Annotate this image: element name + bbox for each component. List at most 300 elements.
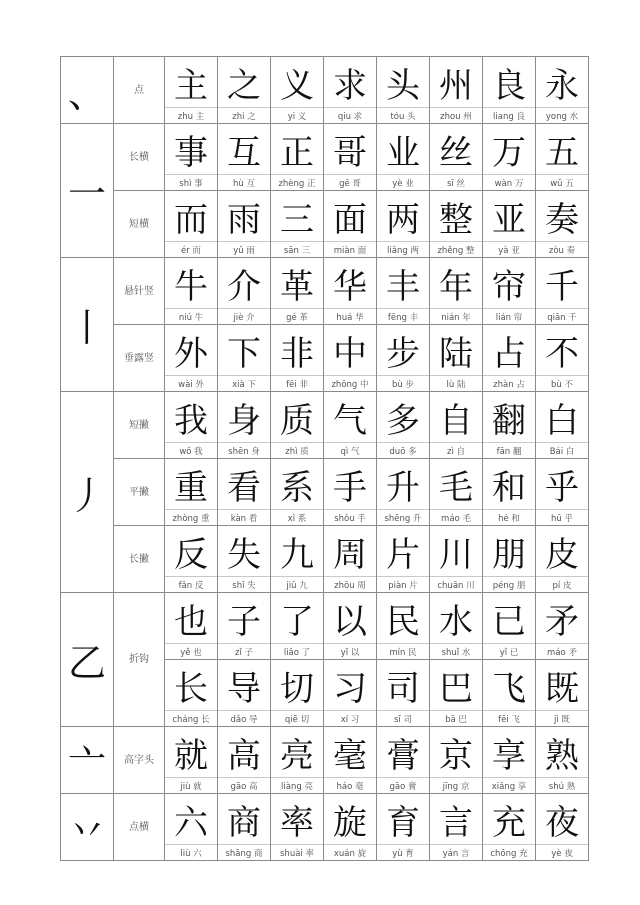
pinyin-label: yè 夜 [551,848,573,859]
pinyin-label: yǐ 以 [340,647,360,658]
pinyin-label: sī 丝 [447,178,465,189]
example-character: 乎 [536,459,588,510]
pinyin-label: fǎn 反 [178,580,204,591]
pinyin-label: bù 步 [392,379,414,390]
pinyin-label: yè 业 [392,178,414,189]
stroke-symbol: 、 [61,57,114,124]
example-char-cell [165,191,218,258]
example-char-cell [430,124,483,191]
pinyin-label: wǒ 我 [179,446,203,457]
example-char-cell [218,459,271,526]
stroke-row [61,325,589,392]
pinyin-label: fēi 飞 [498,714,520,725]
example-char-cell [536,794,589,861]
pinyin-label: liang 良 [493,111,525,122]
pinyin-label: liǎo 了 [283,647,311,658]
example-char-cell [377,593,430,660]
example-char-cell [430,325,483,392]
example-character: 司 [377,660,429,711]
pinyin-label: zhěng 整 [437,245,475,256]
pinyin-label: sān 三 [283,245,311,256]
example-character: 失 [218,526,270,577]
example-char-cell [218,593,271,660]
example-char-cell [271,124,324,191]
pinyin-label: zhàn 占 [493,379,525,390]
example-character: 占 [483,325,535,376]
pinyin-label: ér 而 [181,245,201,256]
example-character: 已 [483,593,535,644]
example-character: 言 [430,794,482,845]
example-character: 重 [165,459,217,510]
example-character: 亚 [483,191,535,242]
example-char-cell [271,325,324,392]
stroke-name: 点横 [114,794,165,861]
example-char-cell [377,727,430,794]
example-character: 年 [430,258,482,309]
example-char-cell [483,392,536,459]
pinyin-label: tóu 头 [390,111,416,122]
example-character: 头 [377,57,429,108]
example-character: 子 [218,593,270,644]
example-char-cell [377,526,430,593]
example-character: 牛 [165,258,217,309]
pinyin-label: jiǔ 九 [286,580,308,591]
example-character: 皮 [536,526,588,577]
example-character: 膏 [377,727,429,778]
pinyin-label: sī 司 [394,714,412,725]
pinyin-label: xí 习 [340,714,360,725]
example-character: 和 [483,459,535,510]
example-char-cell [324,258,377,325]
pinyin-label: yě 也 [180,647,202,658]
example-char-cell [536,258,589,325]
pinyin-label: wài 外 [178,379,204,390]
example-character: 切 [271,660,323,711]
example-character: 身 [218,392,270,443]
example-char-cell [324,593,377,660]
pinyin-label: jīng 京 [442,781,470,792]
example-char-cell [165,258,218,325]
pinyin-label: jì 既 [554,714,570,725]
pinyin-label: liù 六 [180,848,202,859]
example-character: 丰 [377,258,429,309]
example-character: 了 [271,593,323,644]
example-character: 步 [377,325,429,376]
pinyin-label: shī 失 [232,580,256,591]
example-character: 片 [377,526,429,577]
example-char-cell [377,325,430,392]
example-character: 中 [324,325,376,376]
example-char-cell [483,258,536,325]
example-char-cell [271,660,324,727]
pinyin-label: mín 民 [389,647,417,658]
stroke-name: 短横 [114,191,165,258]
pinyin-label: cháng 长 [172,714,210,725]
pinyin-label: zǐ 子 [234,647,254,658]
stroke-row [61,124,589,191]
example-character: 万 [483,124,535,175]
example-character: 永 [536,57,588,108]
example-char-cell [536,459,589,526]
example-char-cell [377,258,430,325]
example-char-cell [430,392,483,459]
example-character: 毛 [430,459,482,510]
example-char-cell [165,325,218,392]
example-char-cell [271,727,324,794]
pinyin-label: liǎng 两 [387,245,419,256]
pinyin-label: wǔ 五 [550,178,574,189]
example-character: 陆 [430,325,482,376]
example-character: 义 [271,57,323,108]
example-character: 求 [324,57,376,108]
example-character: 升 [377,459,429,510]
pinyin-label: yǐ 已 [499,647,519,658]
example-char-cell [271,57,324,124]
stroke-row [61,727,589,794]
example-character: 翻 [483,392,535,443]
pinyin-label: miàn 面 [333,245,367,256]
example-character: 就 [165,727,217,778]
example-character: 旋 [324,794,376,845]
pinyin-label: gē 哥 [339,178,361,189]
pinyin-label: hū 乎 [551,513,573,524]
stroke-symbol: 一 [61,124,114,258]
example-character: 非 [271,325,323,376]
example-char-cell [377,459,430,526]
example-character: 下 [218,325,270,376]
example-char-cell [536,660,589,727]
stroke-row [61,191,589,258]
example-char-cell [165,57,218,124]
example-character: 反 [165,526,217,577]
pinyin-label: zhi 之 [232,111,256,122]
pinyin-label: yǔ 雨 [233,245,255,256]
example-char-cell [218,258,271,325]
example-character: 自 [430,392,482,443]
example-char-cell [377,124,430,191]
example-character: 丝 [430,124,482,175]
pinyin-label: péng 朋 [492,580,526,591]
pinyin-label: gāo 高 [230,781,258,792]
pinyin-label: pí 皮 [552,580,572,591]
example-char-cell [218,191,271,258]
pinyin-label: zòu 奏 [548,245,576,256]
example-character: 以 [324,593,376,644]
pinyin-label: zhu 主 [177,111,205,122]
example-character: 民 [377,593,429,644]
example-char-cell [536,526,589,593]
example-char-cell [218,727,271,794]
example-character: 面 [324,191,376,242]
pinyin-label: qiē 切 [284,714,310,725]
example-char-cell [271,526,324,593]
example-character: 高 [218,727,270,778]
pinyin-label: shēn 身 [228,446,260,457]
example-character: 京 [430,727,482,778]
example-character: 雨 [218,191,270,242]
example-char-cell [377,392,430,459]
pinyin-label: shēng 升 [384,513,422,524]
example-character: 朋 [483,526,535,577]
stroke-row [61,459,589,526]
pinyin-label: lián 帘 [495,312,523,323]
example-char-cell [483,794,536,861]
example-char-cell [483,660,536,727]
example-character: 导 [218,660,270,711]
example-char-cell [165,392,218,459]
stroke-row [61,57,589,124]
example-character: 夜 [536,794,588,845]
example-char-cell [430,258,483,325]
stroke-name: 平撇 [114,459,165,526]
example-character: 主 [165,57,217,108]
example-char-cell [430,794,483,861]
example-char-cell [430,660,483,727]
example-char-cell [377,57,430,124]
example-char-cell [324,325,377,392]
example-character: 手 [324,459,376,510]
example-character: 熟 [536,727,588,778]
example-character: 飞 [483,660,535,711]
example-character: 帘 [483,258,535,309]
example-character: 州 [430,57,482,108]
example-character: 我 [165,392,217,443]
stroke-row [61,258,589,325]
pinyin-label: nián 年 [441,312,471,323]
example-char-cell [165,660,218,727]
pinyin-label: zhèng 正 [278,178,316,189]
example-character: 周 [324,526,376,577]
pinyin-label: Bái 白 [549,446,575,457]
pinyin-label: shuǐ 水 [441,647,471,658]
example-char-cell [430,459,483,526]
example-char-cell [165,459,218,526]
example-character: 哥 [324,124,376,175]
pinyin-label: hù 互 [233,178,255,189]
example-char-cell [271,258,324,325]
pinyin-label: yà 亚 [498,245,520,256]
example-character: 既 [536,660,588,711]
example-char-cell [377,660,430,727]
example-character: 质 [271,392,323,443]
example-char-cell [483,191,536,258]
example-character: 整 [430,191,482,242]
example-character: 千 [536,258,588,309]
example-char-cell [324,526,377,593]
example-char-cell [218,392,271,459]
example-char-cell [483,124,536,191]
example-char-cell [324,57,377,124]
example-character: 白 [536,392,588,443]
pinyin-label: qiu 求 [337,111,363,122]
example-char-cell [483,593,536,660]
pinyin-label: fēi 非 [286,379,308,390]
stroke-name: 长撇 [114,526,165,593]
example-char-cell [324,459,377,526]
pinyin-label: wàn 万 [494,178,524,189]
example-char-cell [271,392,324,459]
example-char-cell [165,526,218,593]
pinyin-label: bù 不 [551,379,573,390]
example-char-cell [536,727,589,794]
example-character: 亮 [271,727,323,778]
example-character: 巴 [430,660,482,711]
example-char-cell [483,325,536,392]
example-char-cell [324,660,377,727]
pinyin-label: zhòng 重 [172,513,210,524]
pinyin-label: yán 言 [442,848,470,859]
pinyin-label: jiù 就 [180,781,202,792]
pinyin-label: máo 矛 [547,647,577,658]
pinyin-label: chuān 川 [437,580,475,591]
pinyin-label: hé 和 [498,513,520,524]
pinyin-label: máo 毛 [441,513,471,524]
example-char-cell [324,392,377,459]
example-char-cell [218,794,271,861]
pinyin-label: gé 革 [286,312,308,323]
example-char-cell [430,727,483,794]
example-character: 六 [165,794,217,845]
example-character: 而 [165,191,217,242]
example-char-cell [536,593,589,660]
example-character: 也 [165,593,217,644]
pinyin-label: huá 华 [336,312,364,323]
example-character: 业 [377,124,429,175]
example-character: 矛 [536,593,588,644]
example-char-cell [536,392,589,459]
example-character: 水 [430,593,482,644]
pinyin-label: kàn 看 [230,513,258,524]
pinyin-label: bā 巴 [445,714,467,725]
pinyin-label: jiè 介 [233,312,255,323]
example-char-cell [377,794,430,861]
example-character: 育 [377,794,429,845]
pinyin-label: qiān 千 [547,312,577,323]
pinyin-label: yong 水 [545,111,579,122]
stroke-row [61,794,589,861]
pinyin-label: gāo 膏 [389,781,417,792]
example-character: 华 [324,258,376,309]
pinyin-label: shuài 率 [280,848,314,859]
example-character: 不 [536,325,588,376]
example-char-cell [218,526,271,593]
example-character: 介 [218,258,270,309]
stroke-row [61,392,589,459]
stroke-symbol: 亠 [61,727,114,794]
pinyin-label: xì 系 [287,513,307,524]
example-char-cell [165,593,218,660]
stroke-practice-table [60,56,589,861]
example-char-cell [218,124,271,191]
pinyin-label: zì 自 [446,446,466,457]
example-character: 率 [271,794,323,845]
example-char-cell [536,124,589,191]
example-character: 外 [165,325,217,376]
example-char-cell [218,57,271,124]
example-character: 习 [324,660,376,711]
pinyin-label: dǎo 导 [230,714,258,725]
example-char-cell [271,191,324,258]
pinyin-label: shǒu 手 [334,513,366,524]
example-char-cell [536,191,589,258]
example-character: 长 [165,660,217,711]
stroke-symbol: 乙 [61,593,114,727]
example-character: 看 [218,459,270,510]
example-character: 商 [218,794,270,845]
example-char-cell [324,191,377,258]
pinyin-label: xuán 旋 [333,848,367,859]
example-character: 奏 [536,191,588,242]
example-char-cell [271,794,324,861]
pinyin-label: zhōu 周 [334,580,366,591]
example-char-cell [165,124,218,191]
pinyin-label: fēng 丰 [387,312,419,323]
example-character: 毫 [324,727,376,778]
example-char-cell [165,794,218,861]
stroke-symbol: 丨 [61,258,114,392]
pinyin-label: duō 多 [389,446,417,457]
pinyin-label: shāng 商 [225,848,263,859]
stroke-name: 长横 [114,124,165,191]
stroke-symbol: 丷 [61,794,114,861]
pinyin-label: zhōng 中 [331,379,369,390]
example-character: 川 [430,526,482,577]
stroke-row [61,593,589,660]
pinyin-label: zhì 质 [285,446,309,457]
stroke-name: 点 [114,57,165,124]
example-character: 互 [218,124,270,175]
stroke-name: 折钩 [114,593,165,727]
example-char-cell [271,459,324,526]
example-character: 三 [271,191,323,242]
example-char-cell [536,57,589,124]
stroke-name: 悬针竖 [114,258,165,325]
example-char-cell [218,325,271,392]
pinyin-label: liàng 亮 [281,781,313,792]
pinyin-label: lù 陆 [446,379,466,390]
example-char-cell [324,727,377,794]
example-character: 充 [483,794,535,845]
example-character: 革 [271,258,323,309]
example-char-cell [324,124,377,191]
pinyin-label: yi 义 [287,111,307,122]
example-character: 系 [271,459,323,510]
example-character: 五 [536,124,588,175]
stroke-name: 高字头 [114,727,165,794]
pinyin-label: piàn 片 [388,580,418,591]
stroke-row [61,526,589,593]
example-char-cell [483,727,536,794]
pinyin-label: xià 下 [232,379,256,390]
example-char-cell [271,593,324,660]
example-char-cell [218,660,271,727]
example-char-cell [536,325,589,392]
stroke-symbol: 丿 [61,392,114,593]
pinyin-label: chōng 充 [490,848,528,859]
example-char-cell [430,191,483,258]
pinyin-label: fān 翻 [496,446,522,457]
stroke-practice-body [61,57,589,861]
example-char-cell [165,727,218,794]
stroke-name: 垂露竖 [114,325,165,392]
example-character: 事 [165,124,217,175]
example-character: 正 [271,124,323,175]
example-character: 良 [483,57,535,108]
example-character: 多 [377,392,429,443]
example-character: 享 [483,727,535,778]
example-char-cell [483,526,536,593]
example-character: 之 [218,57,270,108]
